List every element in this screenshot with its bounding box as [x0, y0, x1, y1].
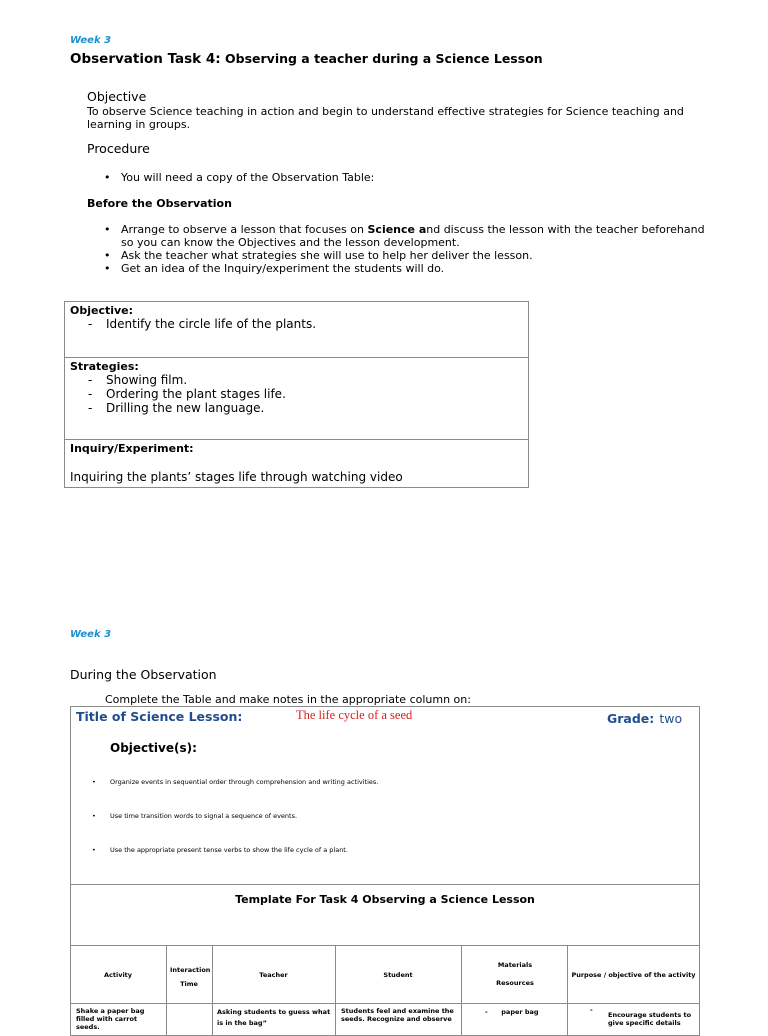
objective-label: Objective:	[70, 304, 134, 317]
grade-value: two	[659, 711, 683, 726]
strategies-section	[65, 358, 528, 440]
instruction-text: Complete the Table and make notes in the appropriate column on:	[105, 693, 471, 706]
list-item: • You will need a copy of the Observation Table:	[87, 171, 687, 184]
row1-student: Students feel and examine the seeds. Recognize and observe	[341, 1007, 454, 1023]
task-title-rest: Observing a teacher during a Science Lesson	[220, 51, 543, 66]
objectives-label: Objective(s):	[110, 741, 197, 755]
list-item: - Drilling the new language.	[70, 401, 523, 415]
col-student: Student	[383, 971, 413, 979]
list-item: • Ask the teacher what strategies she will use to help her deliver the lesson.	[87, 249, 707, 262]
objective-heading: Objective	[87, 89, 147, 104]
list-item: • Get an idea of the Inquiry/experiment the students will do.	[87, 262, 707, 275]
strategies-label: Strategies:	[70, 360, 139, 373]
list-item	[87, 223, 707, 249]
objective-text: To observe Science teaching in action and begin to understand effective strategies for Science teaching and learning in groups.	[87, 105, 684, 131]
during-heading: During the Observation	[70, 667, 217, 682]
week-label-2: Week 3	[70, 629, 112, 640]
divider	[166, 945, 167, 1035]
col-activity: Activity	[103, 971, 133, 979]
divider	[461, 945, 462, 1035]
inquiry-section	[65, 440, 528, 487]
lesson-title-label: Title of Science Lesson:	[76, 709, 243, 724]
observation-box	[64, 301, 529, 488]
grade-label: Grade:	[607, 711, 655, 726]
col-teacher: Teacher	[259, 971, 288, 979]
task-title-prefix: Observation Task 4:	[70, 51, 221, 67]
divider	[212, 945, 213, 1035]
list-item: - Showing film.	[70, 373, 523, 387]
lesson-title-value: The life cycle of a seed	[296, 708, 413, 722]
objective-section	[65, 302, 528, 358]
inquiry-label: Inquiry/Experiment:	[70, 442, 194, 455]
row1-materials-text: paper bag	[501, 1008, 539, 1016]
list-item: • Organize events in sequential order through comprehension and writing activities.	[75, 778, 675, 786]
divider	[567, 945, 568, 1035]
inquiry-text: Inquiring the plants’ stages life through watching video	[70, 470, 403, 484]
procedure-list	[87, 171, 687, 184]
template-title: Template For Task 4 Observing a Science Lesson	[235, 893, 535, 906]
col-materials: Materials Resources	[496, 961, 534, 987]
list-item: • Use the appropriate present tense verbs to show the life cycle of a plant.	[75, 846, 675, 854]
list-item: - Identify the circle life of the plants.	[70, 317, 523, 331]
col-purpose: Purpose / objective of the activity	[571, 971, 696, 979]
row1-materials: - paper bag	[485, 1008, 539, 1016]
before-item1-pre: Arrange to observe a lesson that focuses on	[121, 223, 368, 236]
divider	[70, 884, 700, 885]
lesson-table	[70, 706, 700, 1036]
row1-purpose-dash: -	[590, 1006, 593, 1014]
before-item1-bold: Science a	[367, 223, 427, 236]
row1-teacher: Asking students to guess what is in the bag”	[217, 1008, 331, 1027]
list-item: • Use time transition words to signal a sequence of events.	[75, 812, 675, 820]
week-label: Week 3	[70, 35, 112, 46]
grade	[607, 708, 682, 727]
list-item: - Ordering the plant stages life.	[70, 387, 523, 401]
divider	[70, 945, 700, 946]
before-item1-post: nd discuss the lesson with the teacher beforehand so you can know the Objectives and the lesson development.	[121, 223, 705, 249]
divider	[70, 1003, 700, 1004]
col-interaction: Interaction Time	[170, 966, 211, 988]
before-list	[87, 223, 707, 275]
objectives-list	[75, 778, 675, 854]
procedure-heading: Procedure	[87, 141, 150, 156]
before-heading: Before the Observation	[87, 197, 232, 210]
task-title	[70, 51, 543, 67]
row1-activity: Shake a paper bag filled with carrot seeds.	[76, 1007, 145, 1031]
row1-purpose: Encourage students to give specific details	[608, 1011, 692, 1027]
divider	[335, 945, 336, 1035]
